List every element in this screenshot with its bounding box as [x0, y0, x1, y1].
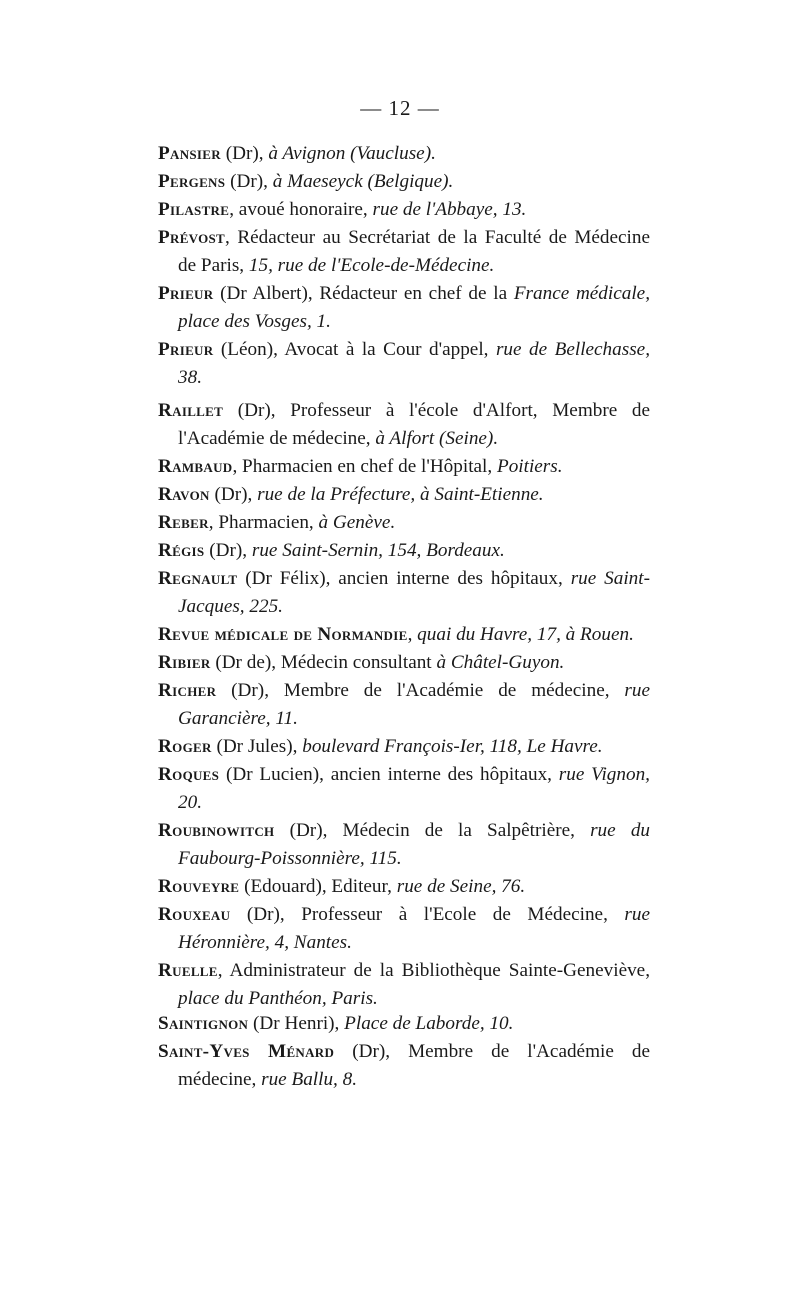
- entry-title: (Dr de), Médecin consultant: [210, 652, 437, 673]
- entry-name: Ruelle: [158, 960, 218, 981]
- directory-entry: [158, 481, 650, 509]
- entry-addr: à Châtel-Guyon.: [436, 652, 565, 673]
- entry-addr: rue de Bellechasse, 38.: [178, 339, 650, 388]
- directory-entry: [158, 901, 650, 957]
- section-s: [158, 1010, 650, 1094]
- directory-entry: [158, 196, 650, 224]
- entry-addr: boulevard François-Ier, 118, Le Havre.: [302, 736, 603, 757]
- directory-entry: [158, 280, 650, 336]
- entry-name: Reber: [158, 512, 209, 533]
- entry-title: (Dr Lucien), ancien interne des hôpitaux,: [219, 764, 559, 785]
- entry-addr: place du Panthéon, Paris.: [178, 988, 378, 1009]
- entry-title: , Rédacteur au Secrétariat de la Faculté de Médecine de Paris,: [178, 227, 650, 276]
- entry-addr: Poitiers.: [496, 456, 563, 477]
- entry-addr: rue Ballu, 8.: [261, 1069, 358, 1090]
- directory-entry: [158, 761, 650, 817]
- entry-name: Saint-Yves Ménard: [158, 1041, 335, 1062]
- entry-addr: rue de la Préfecture, à Saint-Etienne.: [257, 484, 544, 505]
- entry-name: Roubinowitch: [158, 820, 275, 841]
- entry-name: Rouxeau: [158, 904, 231, 925]
- entry-title: (Dr),: [204, 540, 252, 561]
- entry-title: , Pharmacien,: [208, 512, 319, 533]
- entry-title: (Dr), Médecin de la Salpêtrière,: [274, 820, 591, 841]
- entry-title: (Dr), Membre de l'Académie de médecine,: [216, 680, 625, 701]
- entry-name: Prieur: [158, 339, 214, 360]
- directory-entry: [158, 677, 650, 733]
- entry-name: Prévost: [158, 227, 226, 248]
- entry-name: Roger: [158, 736, 212, 757]
- directory-entry: [158, 397, 650, 453]
- directory-entry: [158, 140, 650, 168]
- directory-entry: [158, 537, 650, 565]
- directory-entry: [158, 168, 650, 196]
- entry-title: (Dr), Professeur à l'Ecole de Médecine,: [230, 904, 625, 925]
- entry-name: Saintignon: [158, 1013, 249, 1034]
- entry-addr: rue Vignon, 20.: [178, 764, 650, 813]
- entry-name: Régis: [158, 540, 205, 561]
- entry-name: Raillet: [158, 400, 224, 421]
- directory-entry: [158, 336, 650, 392]
- directory-entry: [158, 733, 650, 761]
- entry-name: Prieur: [158, 283, 214, 304]
- section-p: [158, 140, 650, 392]
- entry-addr: rue du Faubourg-Poissonnière, 115.: [178, 820, 651, 869]
- entry-addr: rue Saint-Sernin, 154, Bordeaux.: [251, 540, 505, 561]
- directory-entry: [158, 621, 650, 649]
- entry-title: (Dr),: [225, 171, 273, 192]
- entry-title: (Edouard), Editeur,: [239, 876, 397, 897]
- entry-addr: quai du Havre, 17, à Rouen.: [417, 624, 634, 645]
- directory-entry: [158, 453, 650, 481]
- entry-addr: à Maeseyck (Belgique).: [272, 171, 454, 192]
- entry-name: Regnault: [158, 568, 238, 589]
- entry-addr: rue Garancière, 11.: [178, 680, 650, 729]
- directory-entry: [158, 957, 650, 1013]
- entry-name: Pergens: [158, 171, 226, 192]
- directory-entry: [158, 224, 650, 280]
- entry-title: (Dr), Membre de l'Académie de médecine,: [178, 1041, 650, 1090]
- entry-name: Ribier: [158, 652, 211, 673]
- entry-title: (Dr Albert), Rédacteur en chef de la: [213, 283, 514, 304]
- entry-title: (Léon), Avocat à la Cour d'appel,: [213, 339, 496, 360]
- directory-entry: [158, 1038, 650, 1094]
- entry-addr: rue de l'Abbaye, 13.: [372, 199, 527, 220]
- entry-addr: à Avignon (Vaucluse).: [268, 143, 436, 164]
- entry-title: , Pharmacien en chef de l'Hôpital,: [232, 456, 497, 477]
- entry-name: Revue médicale de Normandie: [158, 624, 408, 645]
- directory-entry: [158, 817, 650, 873]
- entry-addr: 15, rue de l'Ecole-de-Médecine.: [248, 255, 495, 276]
- directory-entry: [158, 649, 650, 677]
- entry-addr: à Alfort (Seine).: [375, 428, 499, 449]
- directory-entry: [158, 873, 650, 901]
- entry-title: , avoué honoraire,: [229, 199, 373, 220]
- entry-addr: rue Héronnière, 4, Nantes.: [178, 904, 650, 953]
- entry-name: Rambaud: [158, 456, 233, 477]
- entry-addr: Place de Laborde, 10.: [344, 1013, 514, 1034]
- entry-title: (Dr Henri),: [248, 1013, 345, 1034]
- entry-name: Roques: [158, 764, 220, 785]
- section-r: [158, 397, 650, 1013]
- page-number: — 12 —: [360, 96, 440, 120]
- entry-name: Rouveyre: [158, 876, 240, 897]
- entry-name: Ravon: [158, 484, 210, 505]
- entry-addr: à Genève.: [318, 512, 396, 533]
- entry-title: (Dr),: [220, 143, 269, 164]
- entry-addr: rue Saint-Jacques, 225.: [178, 568, 650, 617]
- entry-title: (Dr Félix), ancien interne des hôpitaux,: [237, 568, 571, 589]
- entry-title: (Dr), Professeur à l'école d'Alfort, Membre de l'Académie de médecine,: [178, 400, 650, 449]
- entry-addr: rue de Seine, 76.: [396, 876, 526, 897]
- entry-name: Pansier: [158, 143, 221, 164]
- entry-addr: France médicale, place des Vosges, 1.: [178, 283, 650, 332]
- directory-entry: [158, 509, 650, 537]
- entry-name: Pilastre: [158, 199, 230, 220]
- directory-entry: [158, 1010, 650, 1038]
- entry-name: Richer: [158, 680, 217, 701]
- entry-title: ,: [407, 624, 418, 645]
- directory-entry: [158, 565, 650, 621]
- entry-title: (Dr Jules),: [211, 736, 303, 757]
- entry-title: , Administrateur de la Bibliothèque Sainte-Geneviève,: [217, 960, 650, 981]
- entry-title: (Dr),: [209, 484, 258, 505]
